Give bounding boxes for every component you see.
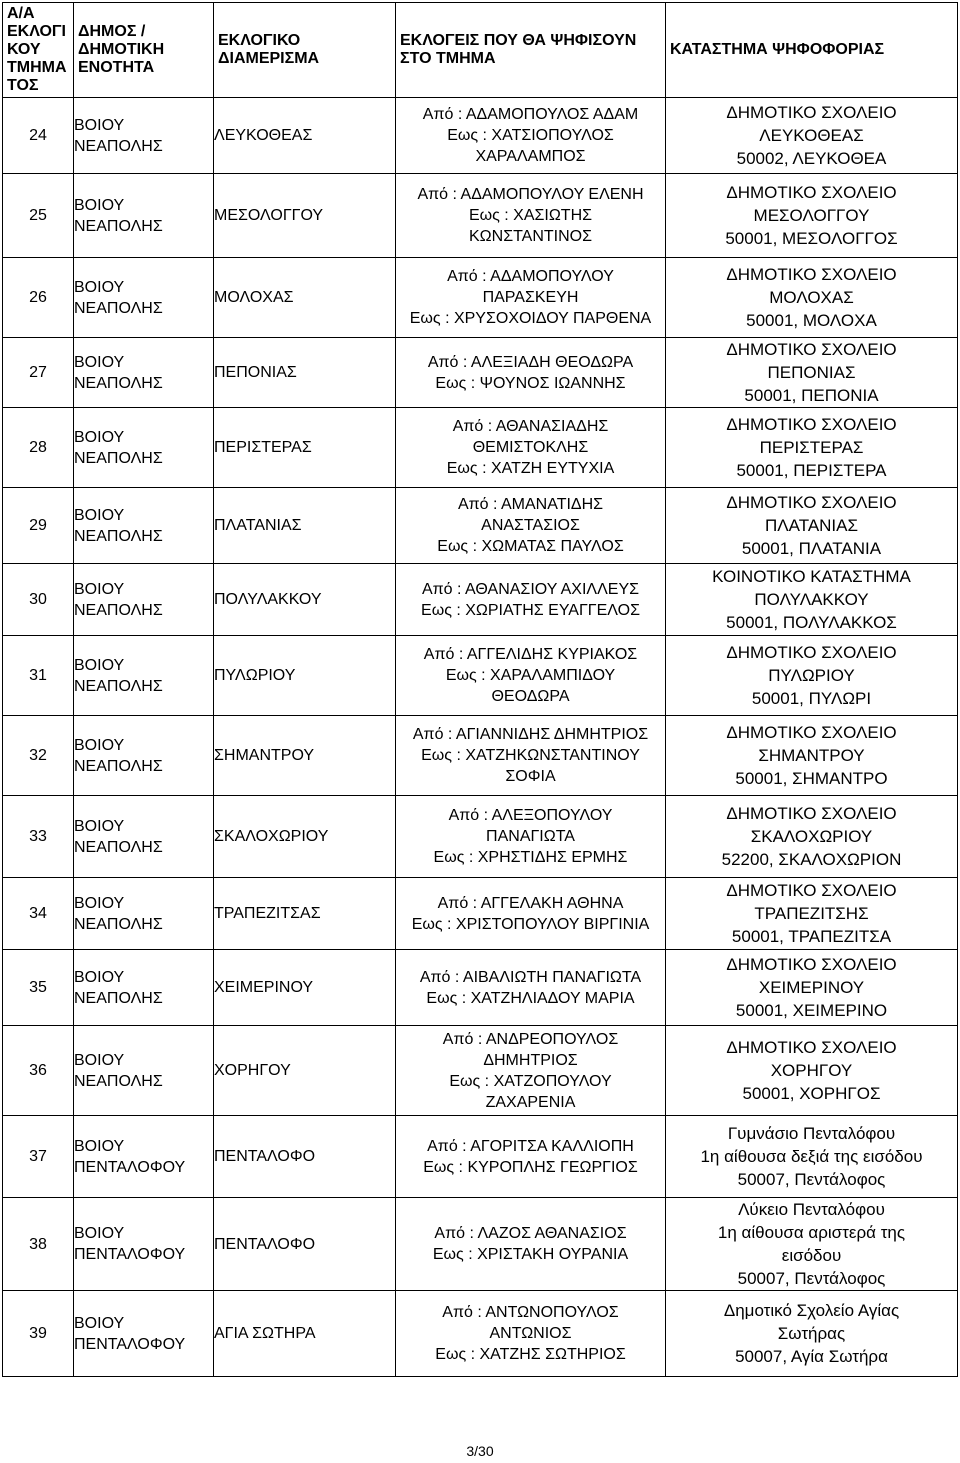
polling-station-line: 1η αίθουσα αριστερά της (717, 1223, 906, 1242)
electoral-district-name: ΤΡΑΠΕΖΙΤΣΑΣ (214, 905, 321, 922)
electoral-district-cell (214, 796, 396, 878)
voters-range-cell (396, 174, 666, 258)
table-row (3, 1026, 958, 1116)
polling-station-line: ΔΗΜΟΤΙΚΟ ΣΧΟΛΕΙΟ (726, 103, 897, 122)
electoral-district-cell (214, 488, 396, 564)
electoral-district-cell (214, 98, 396, 174)
electoral-district-name: ΧΟΡΗΓΟΥ (214, 1062, 291, 1079)
electoral-district-cell (214, 564, 396, 636)
municipality-name: ΒΟΙΟΥ (74, 353, 125, 371)
polling-station-line: ΔΗΜΟΤΙΚΟ ΣΧΟΛΕΙΟ (726, 955, 897, 974)
polling-station-line: Γυμνάσιο Πενταλόφου (727, 1124, 896, 1143)
polling-station-line: ΔΗΜΟΤΙΚΟ ΣΧΟΛΕΙΟ (726, 804, 897, 823)
municipal-unit-name: ΝΕΑΠΟΛΗΣ (74, 137, 163, 155)
municipality-name: ΒΟΙΟΥ (74, 1225, 125, 1242)
voters-range-cell (396, 950, 666, 1026)
polling-station-line: ΔΗΜΟΤΙΚΟ ΣΧΟΛΕΙΟ (726, 881, 897, 900)
polling-station-cell (666, 258, 958, 338)
section-number: 29 (29, 517, 47, 534)
polling-station-line: ΧΕΙΜΕΡΙΝΟΥ (758, 978, 865, 997)
page-number: 3/30 (466, 1443, 494, 1459)
section-number-cell (3, 408, 74, 488)
voters-range-cell (396, 564, 666, 636)
table-row (3, 878, 958, 950)
section-number-cell (3, 716, 74, 796)
polling-station-line: 50001, ΜΕΣΟΛΟΓΓΟΣ (725, 229, 898, 248)
voters-range-line: Εως : ΧΡΥΣΟΧΟΙΔΟΥ ΠΑΡΘΕΝΑ (409, 310, 652, 327)
section-number: 38 (29, 1235, 47, 1253)
table-row (3, 636, 958, 716)
polling-station-line: ΚΟΙΝΟΤΙΚΟ ΚΑΤΑΣΤΗΜΑ (712, 567, 911, 586)
voters-range-line: Από : ΑΙΒΑΛΙΩΤΗ ΠΑΝΑΓΙΩΤΑ (419, 968, 642, 986)
polling-station-line: 50002, ΛΕΥΚΟΘΕΑ (736, 149, 887, 168)
electoral-district-name: ΠΕΠΟΝΙΑΣ (214, 364, 297, 381)
section-number: 35 (29, 979, 47, 996)
polling-station-cell (666, 174, 958, 258)
voters-range-line: ΣΟΦΙΑ (505, 768, 556, 785)
table-row (3, 564, 958, 636)
section-number: 32 (29, 747, 47, 764)
electoral-district-name: ΣΚΑΛΟΧΩΡΙΟΥ (214, 828, 329, 845)
voters-range-line: Από : ΑΛΕΞΟΠΟΥΛΟΥ (448, 807, 613, 824)
electoral-district-cell (214, 1026, 396, 1116)
polling-station-cell (666, 636, 958, 716)
section-number-cell (3, 1198, 74, 1291)
section-number: 25 (29, 207, 47, 224)
polling-station-line: 50001, ΣΗΜΑΝΤΡΟ (735, 769, 888, 788)
table-row (3, 488, 958, 564)
municipality-name: ΒΟΙΟΥ (74, 506, 125, 524)
municipal-unit-cell (74, 408, 214, 488)
voters-range-line: Από : ΑΜΑΝΑΤΙΔΗΣ (457, 496, 604, 513)
polling-station-cell (666, 1198, 958, 1291)
municipality-name: ΒΟΙΟΥ (74, 278, 125, 296)
municipality-name: ΒΟΙΟΥ (74, 428, 125, 446)
table-row (3, 408, 958, 488)
municipal-unit-cell (74, 878, 214, 950)
section-number-cell (3, 564, 74, 636)
polling-station-line: 50007, Πεντάλοφος (737, 1170, 886, 1189)
voters-range-line: Από : ΑΓΙΑΝΝΙΔΗΣ ΔΗΜΗΤΡΙΟΣ (412, 726, 649, 743)
municipal-unit-cell (74, 1198, 214, 1291)
section-number: 33 (29, 828, 47, 845)
voters-range-line: Από : ΑΘΑΝΑΣΙΑΔΗΣ (452, 418, 609, 435)
municipal-unit-cell (74, 716, 214, 796)
polling-station-cell (666, 1116, 958, 1198)
voters-range-cell (396, 98, 666, 174)
section-number-cell (3, 98, 74, 174)
polling-station-line: 52200, ΣΚΑΛΟΧΩΡΙΟΝ (721, 850, 902, 869)
polling-station-line: ΠΛΑΤΑΝΙΑΣ (764, 516, 859, 535)
polling-station-line: 50007, Πεντάλοφος (737, 1269, 886, 1288)
electoral-district-name: ΠΕΝΤΑΛΟΦΟ (214, 1235, 316, 1253)
voters-range-cell (396, 488, 666, 564)
polling-station-line: ΣΚΑΛΟΧΩΡΙΟΥ (750, 827, 873, 846)
polling-station-line: ΔΗΜΟΤΙΚΟ ΣΧΟΛΕΙΟ (726, 493, 897, 512)
section-number-cell (3, 338, 74, 408)
voters-range-line: ΘΕΜΙΣΤΟΚΛΗΣ (472, 439, 589, 456)
section-number: 26 (29, 289, 47, 306)
voters-range-line: ΑΝΑΣΤΑΣΙΟΣ (481, 517, 580, 534)
municipal-unit-cell (74, 1116, 214, 1198)
polling-station-line: Λύκειο Πενταλόφου (738, 1200, 885, 1219)
municipal-unit-cell (74, 796, 214, 878)
municipal-unit-name: ΠΕΝΤΑΛΟΦΟΥ (74, 1158, 186, 1176)
voters-range-line: ΖΑΧΑΡΕΝΙΑ (485, 1093, 576, 1111)
polling-station-line: ΠΕΠΟΝΙΑΣ (767, 363, 856, 382)
municipal-unit-name: ΝΕΑΠΟΛΗΣ (74, 601, 163, 619)
section-number-cell (3, 1291, 74, 1377)
polling-station-cell (666, 878, 958, 950)
polling-station-line: ΣΗΜΑΝΤΡΟΥ (758, 746, 865, 765)
header-store: ΚΑΤΑΣΤΗΜΑ ΨΗΦΟΦΟΡΙΑΣ (666, 3, 958, 98)
municipal-unit-name: ΠΕΝΤΑΛΟΦΟΥ (74, 1246, 186, 1263)
header-voters: ΕΚΛΟΓΕΙΣ ΠΟΥ ΘΑ ΨΗΦΙΣΟΥΝ ΣΤΟ ΤΜΗΜΑ (396, 3, 666, 98)
municipality-name: ΒΟΙΟΥ (74, 968, 125, 986)
polling-station-line: ΔΗΜΟΤΙΚΟ ΣΧΟΛΕΙΟ (726, 1038, 897, 1057)
polling-station-line: 50001, ΠΛΑΤΑΝΙΑ (741, 539, 882, 558)
voters-range-cell (396, 878, 666, 950)
polling-station-cell (666, 338, 958, 408)
table-row (3, 174, 958, 258)
municipal-unit-cell (74, 950, 214, 1026)
section-number: 34 (29, 905, 47, 922)
municipality-name: ΒΟΙΟΥ (74, 736, 125, 754)
electoral-district-cell (214, 950, 396, 1026)
voters-range-line: Από : ΑΛΕΞΙΑΔΗ ΘΕΟΔΩΡΑ (427, 353, 634, 371)
electoral-district-name: ΛΕΥΚΟΘΕΑΣ (214, 127, 313, 144)
voters-range-line: ΚΩΝΣΤΑΝΤΙΝΟΣ (469, 228, 592, 245)
section-number: 31 (29, 667, 47, 684)
voters-range-line: Εως : ΨΟΥΝΟΣ ΙΩΑΝΝΗΣ (435, 374, 626, 392)
municipal-unit-name: ΝΕΑΠΟΛΗΣ (74, 299, 163, 317)
section-number: 27 (29, 364, 47, 381)
voters-range-line: Από : ΛΑΖΟΣ ΑΘΑΝΑΣΙΟΣ (434, 1225, 627, 1242)
section-number-cell (3, 878, 74, 950)
municipality-name: ΒΟΙΟΥ (74, 817, 125, 835)
municipal-unit-cell (74, 1291, 214, 1377)
polling-station-cell (666, 1291, 958, 1377)
voters-range-line: Εως : ΧΩΡΙΑΤΗΣ ΕΥΑΓΓΕΛΟΣ (421, 601, 640, 619)
electoral-district-cell (214, 1116, 396, 1198)
municipality-name: ΒΟΙΟΥ (74, 1051, 125, 1069)
voters-range-line: Εως : ΧΡΗΣΤΙΔΗΣ ΕΡΜΗΣ (433, 849, 628, 866)
municipal-unit-name: ΝΕΑΠΟΛΗΣ (74, 757, 163, 775)
municipal-unit-name: ΝΕΑΠΟΛΗΣ (74, 527, 163, 545)
voters-range-line: Από : ΑΝΤΩΝΟΠΟΥΛΟΣ (442, 1304, 619, 1321)
voters-range-line: Από : ΑΔΑΜΟΠΟΥΛΟΥ ΕΛΕΝΗ (417, 186, 644, 203)
electoral-district-name: ΜΕΣΟΛΟΓΓΟΥ (214, 207, 324, 224)
municipal-unit-name: ΝΕΑΠΟΛΗΣ (74, 374, 163, 392)
voters-range-line: Εως : ΧΑΣΙΩΤΗΣ (468, 207, 593, 224)
table-row (3, 1291, 958, 1377)
voters-range-line: ΧΑΡΑΛΑΜΠΟΣ (475, 148, 586, 165)
polling-station-line: ΔΗΜΟΤΙΚΟ ΣΧΟΛΕΙΟ (726, 415, 897, 434)
polling-station-line: 50001, ΤΡΑΠΕΖΙΤΣΑ (731, 927, 892, 946)
header-num: Α/Α ΕΚΛΟΓΙ ΚΟΥ ΤΜΗΜΑ ΤΟΣ (3, 3, 74, 98)
polling-station-line: ΔΗΜΟΤΙΚΟ ΣΧΟΛΕΙΟ (726, 643, 897, 662)
table-row (3, 338, 958, 408)
polling-station-line: 50007, Αγία Σωτήρα (735, 1347, 888, 1366)
voters-range-line: Από : ΑΔΑΜΟΠΟΥΛΟΣ ΑΔΑΜ (422, 106, 639, 123)
voters-range-cell (396, 338, 666, 408)
voters-range-line: ΘΕΟΔΩΡΑ (491, 688, 570, 705)
section-number-cell (3, 174, 74, 258)
municipal-unit-name: ΝΕΑΠΟΛΗΣ (74, 838, 163, 856)
section-number-cell (3, 636, 74, 716)
voters-range-cell (396, 408, 666, 488)
table-row (3, 1116, 958, 1198)
municipal-unit-cell (74, 338, 214, 408)
voters-range-cell (396, 1198, 666, 1291)
voters-range-line: Εως : ΧΑΡΑΛΑΜΠΙΔΟΥ (445, 667, 616, 684)
table-row (3, 716, 958, 796)
voters-range-line: ΠΑΡΑΣΚΕΥΗ (482, 289, 579, 306)
electoral-district-name: ΜΟΛΟΧΑΣ (214, 289, 294, 306)
voters-range-cell (396, 1291, 666, 1377)
electoral-district-name: ΠΕΡΙΣΤΕΡΑΣ (214, 439, 312, 456)
voters-range-line: ΔΗΜΗΤΡΙΟΣ (483, 1051, 578, 1069)
municipality-name: ΒΟΙΟΥ (74, 1314, 125, 1332)
voters-range-line: Εως : ΧΑΤΖΗΚΩΝΣΤΑΝΤΙΝΟΥ (421, 747, 640, 764)
table-row (3, 98, 958, 174)
polling-station-line: ΔΗΜΟΤΙΚΟ ΣΧΟΛΕΙΟ (726, 183, 897, 202)
electoral-district-cell (214, 716, 396, 796)
voters-range-cell (396, 1026, 666, 1116)
polling-station-line: ΔΗΜΟΤΙΚΟ ΣΧΟΛΕΙΟ (726, 340, 897, 359)
polling-station-line: 50001, ΜΟΛΟΧΑ (746, 311, 877, 330)
voters-range-cell (396, 796, 666, 878)
polling-station-cell (666, 98, 958, 174)
polling-station-line: ΔΗΜΟΤΙΚΟ ΣΧΟΛΕΙΟ (726, 265, 897, 284)
polling-station-cell (666, 564, 958, 636)
header-district: ΕΚΛΟΓΙΚΟ ΔΙΑΜΕΡΙΣΜΑ (214, 3, 396, 98)
voters-range-line: ΑΝΤΩΝΙΟΣ (489, 1325, 572, 1342)
section-number-cell (3, 796, 74, 878)
electoral-district-name: ΠΟΛΥΛΑΚΚΟΥ (214, 591, 322, 608)
polling-station-line: ΤΡΑΠΕΖΙΤΣΗΣ (754, 904, 869, 923)
municipality-name: ΒΟΙΟΥ (74, 580, 125, 598)
municipal-unit-name: ΝΕΑΠΟΛΗΣ (74, 1072, 163, 1090)
section-number: 39 (29, 1325, 47, 1342)
voters-range-line: Από : ΑΝΔΡΕΟΠΟΥΛΟΣ (442, 1030, 619, 1048)
electoral-district-cell (214, 338, 396, 408)
voters-range-cell (396, 636, 666, 716)
municipality-name: ΒΟΙΟΥ (74, 894, 125, 912)
municipal-unit-cell (74, 258, 214, 338)
section-number-cell (3, 1116, 74, 1198)
polling-station-line: Δημοτικό Σχολείο Αγίας (723, 1301, 900, 1320)
municipality-name: ΒΟΙΟΥ (74, 116, 125, 134)
voters-range-line: Από : ΑΔΑΜΟΠΟΥΛΟΥ (447, 268, 614, 285)
table-row (3, 796, 958, 878)
section-number-cell (3, 950, 74, 1026)
polling-station-line: 50001, ΧΟΡΗΓΟΣ (742, 1084, 881, 1103)
municipality-name: ΒΟΙΟΥ (74, 1137, 125, 1155)
polling-station-line: εισόδου (781, 1246, 842, 1265)
electoral-district-name: ΠΥΛΩΡΙΟΥ (214, 667, 296, 684)
polling-station-cell (666, 408, 958, 488)
municipal-unit-cell (74, 564, 214, 636)
section-number-cell (3, 258, 74, 338)
polling-station-line: Σωτήρας (777, 1324, 846, 1343)
electoral-district-name: ΣΗΜΑΝΤΡΟΥ (214, 747, 315, 764)
municipal-unit-name: ΝΕΑΠΟΛΗΣ (74, 915, 163, 933)
electoral-district-cell (214, 636, 396, 716)
section-number: 30 (29, 591, 47, 608)
voters-range-line: Εως : ΧΑΤΖΗ ΕΥΤΥΧΙΑ (446, 460, 615, 477)
voters-range-line: Από : ΑΘΑΝΑΣΙΟΥ ΑΧΙΛΛΕΥΣ (421, 580, 640, 598)
polling-station-cell (666, 488, 958, 564)
electoral-district-name: ΠΛΑΤΑΝΙΑΣ (214, 517, 302, 534)
municipal-unit-cell (74, 174, 214, 258)
voters-range-line: Εως : ΧΑΤΣΙΟΠΟΥΛΟΣ (447, 127, 614, 144)
voters-range-line: Εως : ΚΥΡΟΠΛΗΣ ΓΕΩΡΓΙΟΣ (423, 1158, 638, 1176)
voters-range-cell (396, 716, 666, 796)
polling-station-line: ΜΟΛΟΧΑΣ (769, 288, 854, 307)
polling-stations-table (2, 2, 958, 1377)
electoral-district-cell (214, 258, 396, 338)
electoral-district-cell (214, 408, 396, 488)
municipal-unit-cell (74, 636, 214, 716)
section-number-cell (3, 1026, 74, 1116)
municipality-name: ΒΟΙΟΥ (74, 196, 125, 214)
polling-station-line: 50001, ΠΕΡΙΣΤΕΡΑ (736, 461, 887, 480)
voters-range-line: Εως : ΧΡΙΣΤΑΚΗ ΟΥΡΑΝΙΑ (432, 1246, 629, 1263)
voters-range-cell (396, 1116, 666, 1198)
polling-station-line: ΜΕΣΟΛΟΓΓΟΥ (753, 206, 870, 225)
municipal-unit-name: ΠΕΝΤΑΛΟΦΟΥ (74, 1335, 186, 1353)
electoral-district-cell (214, 1291, 396, 1377)
voters-range-line: Από : ΑΓΓΕΛΑΚΗ ΑΘΗΝΑ (437, 894, 624, 912)
polling-station-cell (666, 950, 958, 1026)
polling-station-line: 50001, ΧΕΙΜΕΡΙΝΟ (735, 1001, 888, 1020)
polling-station-line: ΧΟΡΗΓΟΥ (770, 1061, 853, 1080)
municipal-unit-cell (74, 98, 214, 174)
polling-station-line: ΔΗΜΟΤΙΚΟ ΣΧΟΛΕΙΟ (726, 723, 897, 742)
electoral-district-name: ΧΕΙΜΕΡΙΝΟΥ (214, 979, 314, 996)
municipal-unit-name: ΝΕΑΠΟΛΗΣ (74, 677, 163, 695)
voters-range-line: Εως : ΧΑΤΖΗΛΙΑΔΟΥ ΜΑΡΙΑ (426, 989, 635, 1007)
table-row (3, 1198, 958, 1291)
section-number: 28 (29, 439, 47, 456)
electoral-district-cell (214, 174, 396, 258)
section-number: 36 (29, 1062, 47, 1079)
voters-range-line: Εως : ΧΑΤΖΟΠΟΥΛΟΥ (449, 1072, 612, 1090)
municipal-unit-cell (74, 488, 214, 564)
polling-station-line: ΠΥΛΩΡΙΟΥ (768, 666, 855, 685)
voters-range-line: Εως : ΧΩΜΑΤΑΣ ΠΑΥΛΟΣ (437, 538, 624, 555)
header-area: ΔΗΜΟΣ / ΔΗΜΟΤΙΚΗ ΕΝΟΤΗΤΑ (74, 3, 214, 98)
polling-station-line: 50001, ΠΟΛΥΛΑΚΚΟΣ (726, 613, 897, 632)
municipal-unit-name: ΝΕΑΠΟΛΗΣ (74, 989, 163, 1007)
polling-station-cell (666, 716, 958, 796)
polling-station-line: 50001, ΠΥΛΩΡΙ (751, 689, 872, 708)
voters-range-line: Από : ΑΓΟΡΙΤΣΑ ΚΑΛΛΙΟΠΗ (427, 1137, 634, 1155)
polling-station-cell (666, 796, 958, 878)
section-number: 24 (29, 127, 47, 144)
polling-station-cell (666, 1026, 958, 1116)
table-row (3, 258, 958, 338)
electoral-district-name: ΠΕΝΤΑΛΟΦΟ (214, 1148, 316, 1165)
section-number-cell (3, 488, 74, 564)
polling-station-line: 50001, ΠΕΠΟΝΙΑ (744, 386, 879, 405)
header-row (3, 3, 958, 98)
voters-range-line: Εως : ΧΡΙΣΤΟΠΟΥΛΟΥ ΒΙΡΓΙΝΙΑ (411, 915, 650, 933)
polling-station-line: ΛΕΥΚΟΘΕΑΣ (759, 126, 864, 145)
voters-range-line: ΠΑΝΑΓΙΩΤΑ (486, 828, 575, 845)
polling-station-line: ΠΟΛΥΛΑΚΚΟΥ (754, 590, 869, 609)
voters-range-line: Από : ΑΓΓΕΛΙΔΗΣ ΚΥΡΙΑΚΟΣ (423, 646, 638, 663)
municipal-unit-name: ΝΕΑΠΟΛΗΣ (74, 449, 163, 467)
electoral-district-name: ΑΓΙΑ ΣΩΤΗΡΑ (214, 1325, 316, 1342)
polling-station-line: ΠΕΡΙΣΤΕΡΑΣ (759, 438, 864, 457)
voters-range-cell (396, 258, 666, 338)
electoral-district-cell (214, 878, 396, 950)
table-row (3, 950, 958, 1026)
municipality-name: ΒΟΙΟΥ (74, 656, 125, 674)
municipal-unit-name: ΝΕΑΠΟΛΗΣ (74, 217, 163, 235)
electoral-district-cell (214, 1198, 396, 1291)
section-number: 37 (29, 1148, 47, 1165)
table-body (3, 98, 958, 1377)
polling-station-line: 1η αίθουσα δεξιά της εισόδου (700, 1147, 923, 1166)
municipal-unit-cell (74, 1026, 214, 1116)
voters-range-line: Εως : ΧΑΤΖΗΣ ΣΩΤΗΡΙΟΣ (435, 1346, 626, 1363)
